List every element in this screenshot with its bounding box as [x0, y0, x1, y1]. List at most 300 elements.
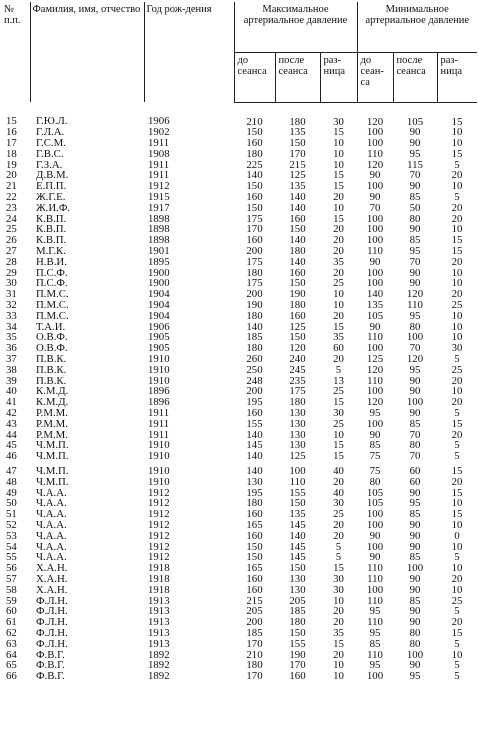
min-before-cell: 110: [367, 147, 383, 160]
max-diff-header: раз-ница: [320, 53, 357, 103]
bp-table-sheet: [2, 2, 477, 682]
row-num-cell: 65: [6, 659, 17, 672]
row-year-cell: 1895: [148, 255, 170, 268]
row-year-cell: 1900: [148, 266, 170, 279]
row-num-cell: 33: [6, 309, 17, 322]
max-before-cell: 180: [246, 309, 263, 322]
max-diff-cell: 10: [333, 428, 344, 441]
max-before-cell: 205: [246, 605, 263, 618]
min-before-cell: 90: [369, 320, 381, 333]
max-after-cell: 150: [289, 562, 306, 575]
row-name-cell: Ч.М.П.: [36, 439, 69, 452]
row-year-cell: 1912: [148, 529, 170, 542]
max-after-cell: 170: [289, 659, 306, 672]
min-after-cell: 80: [409, 626, 421, 639]
row-year-cell: 1913: [148, 637, 170, 650]
row-year-cell: 1892: [148, 659, 170, 672]
max-after-cell: 130: [289, 583, 306, 596]
max-after-cell: 175: [289, 385, 306, 398]
min-diff-cell: 20: [451, 212, 463, 225]
row-name-cell: Г.Ю.Л.: [36, 115, 68, 128]
min-diff-cell: 10: [451, 540, 463, 553]
max-before-cell: 225: [246, 158, 263, 171]
max-diff-cell: 20: [333, 529, 344, 542]
min-diff-header: раз-ница: [437, 53, 477, 103]
min-after-cell: 95: [409, 147, 421, 160]
max-diff-cell: 60: [333, 342, 344, 355]
max-before-cell: 195: [246, 396, 263, 409]
max-before-cell: 160: [246, 191, 263, 204]
row-year-cell: 1911: [148, 428, 170, 441]
max-after-cell: 150: [289, 277, 306, 290]
max-diff-cell: 30: [333, 497, 344, 510]
min-before-cell: 80: [369, 475, 381, 488]
min-before-cell: 90: [369, 529, 381, 542]
min-after-cell: 90: [409, 572, 421, 585]
row-name-cell: Ж.И.Ф.: [36, 201, 71, 214]
min-before-cell: 95: [369, 605, 381, 618]
max-diff-cell: 15: [333, 169, 344, 182]
table-row: [2, 300, 477, 311]
row-year-cell: 1910: [148, 363, 170, 376]
min-after-cell: 90: [409, 374, 421, 387]
min-pressure-group-header: Минимальное артериальное давление: [357, 2, 477, 53]
table-row: [2, 498, 477, 509]
min-after-cell: 90: [409, 137, 421, 150]
min-after-cell: 100: [406, 331, 424, 344]
min-diff-cell: 0: [454, 529, 460, 542]
row-name-cell: Ч.А.А.: [36, 551, 67, 564]
max-after-cell: 185: [289, 605, 306, 618]
max-after-cell: 170: [289, 147, 306, 160]
row-name-cell: К.В.П.: [36, 212, 67, 225]
max-diff-cell: 20: [333, 191, 344, 204]
max-after-cell: 125: [289, 169, 306, 182]
row-year-cell: 1915: [148, 191, 170, 204]
col-num-header: № п.п.: [4, 4, 21, 26]
row-name-cell: Ч.А.А.: [36, 486, 67, 499]
table-row: [2, 386, 477, 397]
row-name-cell: Д.В.М.: [36, 169, 69, 182]
table-row: [2, 181, 477, 192]
min-after-cell: 115: [407, 158, 423, 171]
min-before-cell: 100: [366, 277, 384, 290]
min-before-cell: 100: [366, 508, 384, 521]
min-before-cell: 135: [366, 299, 384, 312]
min-before-cell: 90: [369, 428, 381, 441]
row-num-cell: 51: [6, 508, 17, 521]
table-row: [2, 660, 477, 671]
row-num-cell: 31: [6, 288, 17, 301]
min-diff-cell: 15: [451, 465, 463, 477]
row-name-cell: Ф.Л.Н.: [36, 605, 68, 618]
row-year-cell: 1911: [148, 417, 170, 430]
min-before-cell: 125: [366, 353, 384, 366]
max-diff-cell: 30: [333, 572, 344, 585]
max-before-cell: 190: [246, 299, 263, 312]
row-year-cell: 1913: [148, 616, 170, 629]
max-after-cell: 180: [289, 396, 306, 409]
max-diff-cell: 20: [333, 245, 344, 258]
max-before-cell: 180: [246, 342, 263, 355]
min-after-cell: 80: [409, 439, 421, 452]
min-diff-cell: 15: [451, 234, 463, 247]
row-name-cell: П.С.Ф.: [36, 277, 68, 290]
row-name-cell: П.С.Ф.: [36, 266, 68, 279]
row-num-cell: 23: [6, 201, 17, 214]
table-row: [2, 192, 477, 203]
row-name-cell: Ч.А.А.: [36, 518, 67, 531]
max-after-cell: 100: [289, 465, 306, 477]
min-before-cell: 120: [366, 158, 384, 171]
row-name-cell: Ч.А.А.: [36, 497, 67, 510]
max-after-cell: 245: [289, 363, 306, 376]
table-header: [2, 2, 477, 102]
row-num-cell: 50: [6, 497, 17, 510]
table-row: [2, 606, 477, 617]
max-after-cell: 150: [289, 626, 306, 639]
max-diff-cell: 15: [333, 320, 344, 333]
row-name-cell: К.М.Д.: [36, 396, 69, 409]
table-row: [2, 203, 477, 214]
row-name-cell: Ч.М.П.: [36, 475, 69, 488]
max-diff-cell: 13: [333, 374, 344, 387]
min-after-cell: 85: [409, 508, 421, 521]
min-before-cell: 90: [369, 255, 381, 268]
max-before-cell: 150: [246, 201, 263, 214]
row-year-cell: 1910: [148, 439, 170, 452]
table-body: [2, 102, 477, 682]
row-num-cell: 52: [6, 518, 17, 531]
table-row: [2, 138, 477, 149]
max-after-cell: 190: [289, 648, 306, 661]
min-after-cell: 90: [409, 616, 421, 629]
row-num-cell: 27: [6, 245, 17, 258]
table-row: [2, 585, 477, 596]
row-name-cell: П.М.С.: [36, 309, 69, 322]
max-after-cell: 120: [289, 342, 306, 355]
min-before-cell: 110: [367, 572, 383, 585]
row-year-cell: 1910: [148, 465, 170, 477]
row-num-cell: 55: [6, 551, 17, 564]
max-after-cell: 145: [289, 518, 306, 531]
min-after-cell: 120: [406, 288, 424, 301]
row-num-cell: 64: [6, 648, 17, 661]
max-before-cell: 185: [246, 626, 263, 639]
min-before-cell: 110: [367, 245, 383, 258]
row-year-cell: 1917: [148, 201, 170, 214]
row-name-cell: П.М.С.: [36, 288, 69, 301]
row-year-cell: 1910: [148, 450, 170, 463]
min-before-cell: 105: [366, 497, 384, 510]
row-num-cell: 66: [6, 670, 17, 683]
max-before-cell: 150: [246, 126, 263, 139]
min-before-cell: 100: [366, 385, 384, 398]
min-diff-cell: 5: [454, 637, 460, 650]
min-before-cell: 95: [369, 407, 381, 420]
row-num-cell: 39: [6, 374, 17, 387]
table-row: [2, 149, 477, 160]
table-row: [2, 235, 477, 246]
min-after-cell: 100: [406, 562, 424, 575]
max-after-cell: 135: [289, 126, 306, 139]
max-diff-cell: 10: [333, 137, 344, 150]
min-diff-cell: 15: [451, 245, 463, 258]
row-name-cell: Г.Л.А.: [36, 126, 65, 139]
max-after-cell: 130: [289, 417, 306, 430]
max-pressure-group-header: Максимальное артериальное давление: [234, 2, 357, 53]
row-year-cell: 1906: [148, 115, 170, 128]
row-name-cell: Р.М.М.: [36, 417, 68, 430]
max-before-cell: 200: [246, 616, 263, 629]
max-after-cell: 160: [289, 670, 306, 683]
min-diff-cell: 20: [451, 201, 463, 214]
min-diff-cell: 5: [454, 551, 460, 564]
max-after-cell: 130: [289, 428, 306, 441]
row-year-cell: 1902: [148, 126, 170, 139]
row-name-cell: Ф.Л.Н.: [36, 616, 68, 629]
min-diff-cell: 15: [451, 147, 463, 160]
max-before-cell: 145: [246, 439, 263, 452]
row-name-cell: Ф.В.Г.: [36, 659, 65, 672]
min-before-cell: 120: [366, 396, 384, 409]
min-diff-cell: 5: [454, 659, 460, 672]
row-year-cell: 1912: [148, 486, 170, 499]
row-year-cell: 1918: [148, 583, 170, 596]
row-year-cell: 1898: [148, 212, 170, 225]
max-after-cell: 240: [289, 353, 306, 366]
max-before-header: до сеанса: [234, 53, 275, 103]
min-after-cell: 50: [409, 201, 421, 214]
max-after-cell: 130: [289, 407, 306, 420]
row-num-cell: 56: [6, 562, 17, 575]
row-name-cell: Р.М.М.: [36, 428, 68, 441]
min-after-cell: 95: [409, 309, 421, 322]
row-num-cell: 45: [6, 439, 17, 452]
row-name-cell: Г.С.М.: [36, 137, 66, 150]
max-before-cell: 250: [246, 363, 263, 376]
table-row: [2, 650, 477, 661]
row-name-cell: К.В.П.: [36, 234, 67, 247]
min-before-cell: 110: [367, 374, 383, 387]
min-after-cell: 90: [409, 180, 421, 193]
row-name-cell: Ф.Л.Н.: [36, 594, 68, 607]
min-diff-cell: 20: [451, 374, 463, 387]
min-before-cell: 110: [367, 616, 383, 629]
max-diff-cell: 5: [335, 363, 342, 376]
row-year-cell: 1918: [148, 572, 170, 585]
min-after-cell: 80: [409, 637, 421, 650]
min-after-cell: 85: [409, 234, 421, 247]
max-diff-cell: 10: [333, 147, 344, 160]
table-row: [2, 332, 477, 343]
min-before-cell: 100: [366, 266, 384, 279]
min-after-cell: 100: [406, 396, 424, 409]
max-before-cell: 185: [246, 331, 263, 344]
table-row: [2, 127, 477, 138]
row-year-cell: 1905: [148, 331, 170, 344]
max-after-cell: 150: [289, 137, 306, 150]
row-name-cell: Ф.В.Г.: [36, 670, 65, 683]
max-diff-cell: 20: [333, 223, 344, 236]
table-row: [2, 214, 477, 225]
table-row: [2, 322, 477, 333]
max-after-cell: 130: [289, 572, 306, 585]
row-num-cell: 42: [6, 407, 17, 420]
max-diff-cell: 20: [333, 266, 344, 279]
max-before-cell: 140: [246, 428, 263, 441]
max-diff-cell: 10: [333, 201, 344, 214]
table-row: [2, 397, 477, 408]
min-after-cell: 105: [406, 115, 424, 128]
min-after-cell: 90: [409, 277, 421, 290]
max-after-cell: 145: [289, 551, 306, 564]
table-row: [2, 617, 477, 628]
table-row: [2, 224, 477, 235]
table-row: [2, 520, 477, 531]
row-year-cell: 1904: [148, 299, 170, 312]
max-after-cell: 140: [289, 255, 306, 268]
min-after-cell: 90: [409, 126, 421, 139]
max-diff-cell: 20: [333, 309, 344, 322]
row-year-cell: 1912: [148, 518, 170, 531]
max-before-cell: 170: [246, 670, 263, 683]
table-row: [2, 596, 477, 607]
row-num-cell: 24: [6, 212, 17, 225]
max-after-cell: 155: [289, 486, 306, 499]
max-before-cell: 160: [246, 508, 263, 521]
table-row: [2, 430, 477, 441]
row-name-cell: П.В.К.: [36, 363, 67, 376]
table-row: [2, 289, 477, 300]
row-year-cell: 1900: [148, 277, 170, 290]
row-num-cell: 38: [6, 363, 17, 376]
max-diff-cell: 35: [333, 255, 344, 268]
row-num-cell: 49: [6, 486, 17, 499]
max-before-cell: 180: [246, 147, 263, 160]
max-before-cell: 150: [246, 540, 263, 553]
min-diff-cell: 10: [451, 648, 463, 661]
max-diff-cell: 35: [333, 626, 344, 639]
row-num-cell: 17: [6, 137, 17, 150]
max-diff-cell: 10: [333, 670, 344, 683]
row-year-cell: 1910: [148, 475, 170, 488]
max-before-cell: 215: [246, 594, 263, 607]
max-before-cell: 160: [246, 572, 263, 585]
min-after-cell: 90: [409, 518, 421, 531]
row-year-cell: 1896: [148, 385, 170, 398]
max-diff-cell: 5: [335, 551, 342, 564]
row-num-cell: 47: [6, 465, 17, 477]
table-row: [2, 477, 477, 488]
row-num-cell: 59: [6, 594, 17, 607]
min-diff-cell: 20: [451, 288, 463, 301]
row-num-cell: 46: [6, 450, 17, 463]
row-year-cell: 1912: [148, 508, 170, 521]
row-num-cell: 44: [6, 428, 17, 441]
min-before-cell: 110: [367, 594, 383, 607]
min-diff-cell: 5: [454, 605, 460, 618]
max-diff-cell: 20: [333, 605, 344, 618]
max-diff-cell: 30: [333, 407, 344, 420]
min-diff-cell: 30: [451, 342, 463, 355]
min-after-cell: 60: [409, 465, 421, 477]
col-year-header: Год рож-дения: [144, 2, 234, 102]
row-num-cell: 62: [6, 626, 17, 639]
row-num-cell: 18: [6, 147, 17, 160]
min-diff-cell: 5: [454, 670, 460, 683]
min-after-header: после сеанса: [393, 53, 437, 103]
max-diff-cell: 30: [333, 583, 344, 596]
max-after-cell: 140: [289, 234, 306, 247]
table-row: [2, 268, 477, 279]
row-num-cell: 25: [6, 223, 17, 236]
min-diff-cell: 15: [451, 486, 463, 499]
min-after-cell: 60: [409, 475, 421, 488]
min-after-cell: 90: [409, 605, 421, 618]
row-num-cell: 63: [6, 637, 17, 650]
max-diff-cell: 15: [333, 396, 344, 409]
max-after-cell: 215: [289, 158, 306, 171]
row-year-cell: 1911: [148, 137, 170, 150]
max-before-cell: 160: [246, 529, 263, 542]
row-num-cell: 58: [6, 583, 17, 596]
min-before-cell: 70: [369, 201, 381, 214]
min-after-cell: 70: [409, 255, 421, 268]
min-before-cell: 75: [369, 465, 381, 477]
max-diff-cell: 10: [333, 594, 344, 607]
min-diff-cell: 10: [451, 223, 463, 236]
min-after-cell: 90: [409, 540, 421, 553]
min-before-header: до сеан-са: [357, 53, 393, 103]
max-diff-cell: 15: [333, 212, 344, 225]
min-after-cell: 80: [409, 212, 421, 225]
min-after-cell: 70: [409, 342, 421, 355]
min-before-cell: 100: [366, 126, 384, 139]
row-year-cell: 1911: [148, 169, 170, 182]
row-name-cell: М.Г.К.: [36, 245, 66, 258]
min-after-cell: 90: [409, 659, 421, 672]
row-name-cell: К.В.П.: [36, 223, 67, 236]
max-diff-cell: 10: [333, 659, 344, 672]
max-after-cell: 180: [289, 299, 306, 312]
row-year-cell: 1913: [148, 605, 170, 618]
max-diff-cell: 20: [333, 475, 344, 488]
max-diff-cell: 40: [333, 465, 344, 477]
row-name-cell: О.В.Ф.: [36, 331, 68, 344]
col-name-header: Фамилия, имя, отчество: [30, 2, 144, 102]
max-before-cell: 150: [246, 551, 263, 564]
min-after-cell: 80: [409, 320, 421, 333]
max-diff-cell: 25: [333, 385, 344, 398]
max-before-cell: 160: [246, 137, 263, 150]
row-num-cell: 37: [6, 353, 17, 366]
table-row: [2, 552, 477, 563]
row-num-cell: 54: [6, 540, 17, 553]
min-before-cell: 105: [366, 486, 384, 499]
table-row: [2, 509, 477, 520]
row-year-cell: 1906: [148, 320, 170, 333]
min-before-cell: 85: [369, 637, 381, 650]
max-after-cell: 140: [289, 529, 306, 542]
min-diff-cell: 5: [454, 439, 460, 452]
table-row: [2, 488, 477, 499]
max-diff-cell: 15: [333, 562, 344, 575]
max-diff-cell: 15: [333, 637, 344, 650]
max-diff-cell: 10: [333, 158, 344, 171]
row-year-cell: 1904: [148, 309, 170, 322]
row-year-cell: 1913: [148, 626, 170, 639]
